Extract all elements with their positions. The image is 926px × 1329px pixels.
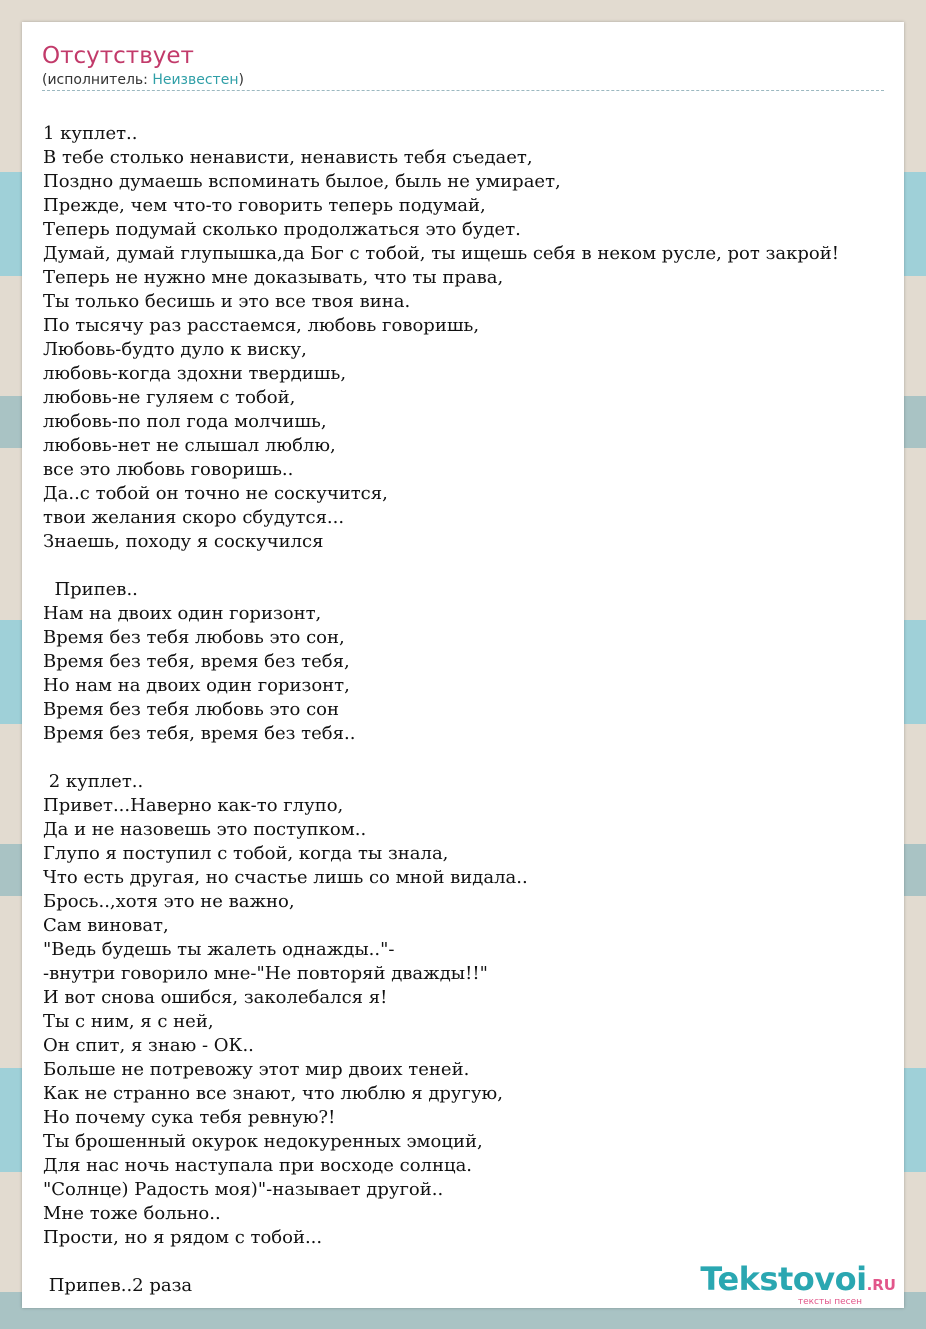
lyric-line: Но почему сука тебя ревную?! [43, 1107, 336, 1128]
lyric-line: Он спит, я знаю - ОК.. [43, 1035, 254, 1056]
lyric-line: "Ведь будешь ты жалеть однажды.."- [43, 939, 395, 960]
lyric-line: 1 куплет.. [43, 123, 138, 144]
lyric-line: Нам на двоих один горизонт, [43, 603, 322, 624]
lyric-line: Ты только бесишь и это все твоя вина. [43, 291, 411, 312]
logo-tagline: тексты песен [797, 1297, 862, 1307]
lyric-line: Мне тоже больно.. [43, 1203, 221, 1224]
lyric-line: Ты брошенный окурок недокуренных эмоций, [43, 1131, 483, 1152]
lyric-line: Как не странно все знают, что люблю я другую, [43, 1083, 503, 1104]
logo-wordmark [686, 1262, 896, 1302]
lyric-line: "Солнце) Радость моя)"-называет другой.. [43, 1179, 444, 1200]
lyric-line: По тысячу раз расстаемся, любовь говоришь, [43, 315, 480, 336]
lyric-line: Но нам на двоих один горизонт, [43, 675, 350, 696]
artist-suffix: ) [238, 72, 244, 88]
lyric-line: любовь-по пол года молчишь, [43, 411, 327, 432]
lyric-line: Сам виноват, [43, 915, 169, 936]
lyric-line: Да..с тобой он точно не соскучится, [43, 483, 388, 504]
lyric-line: любовь-нет не слышал люблю, [43, 435, 336, 456]
lyric-line [43, 554, 903, 578]
artist-line [42, 71, 884, 91]
lyric-line: Припев.. [43, 579, 138, 600]
lyric-line: Теперь не нужно мне доказывать, что ты права, [43, 267, 504, 288]
logo-name: Tekstovoi [700, 1260, 867, 1298]
lyric-line: Думай, думай глупышка,да Бог с тобой, ты ищешь себя в неком русле, рот закрой! [43, 243, 839, 264]
lyric-line: твои желания скоро сбудутся... [43, 507, 345, 528]
logo-tld: .RU [866, 1276, 896, 1294]
lyric-line: Время без тебя любовь это сон [43, 699, 339, 720]
lyric-line: Время без тебя, время без тебя, [43, 651, 350, 672]
lyric-line: Брось..,хотя это не важно, [43, 891, 295, 912]
lyric-line: В тебе столько ненависти, ненависть тебя съедает, [43, 147, 533, 168]
lyric-line: Прежде, чем что-то говорить теперь подумай, [43, 195, 486, 216]
lyric-line: Припев..2 раза [43, 1275, 193, 1296]
lyric-line: Теперь подумай сколько продолжаться это будет. [43, 219, 521, 240]
lyric-line: Больше не потревожу этот мир двоих теней. [43, 1059, 470, 1080]
lyric-line: Глупо я поступил с тобой, когда ты знала, [43, 843, 449, 864]
site-logo[interactable] [686, 1262, 896, 1307]
lyric-line: Поздно думаешь вспоминать былое, быль не умирает, [43, 171, 561, 192]
lyric-line: Для нас ночь наступала при восходе солнца. [43, 1155, 473, 1176]
lyric-line: Время без тебя, время без тебя.. [43, 723, 356, 744]
lyric-line: Знаешь, походу я соскучился [43, 531, 324, 552]
lyrics-sheet [22, 22, 904, 1308]
lyric-line: Любовь-будто дуло к виску, [43, 339, 307, 360]
lyric-line: Да и не назовешь это поступком.. [43, 819, 367, 840]
song-title: Отсутствует [42, 43, 194, 69]
lyric-line: любовь-не гуляем с тобой, [43, 387, 296, 408]
lyric-line: И вот снова ошибся, заколебался я! [43, 987, 388, 1008]
lyric-line: любовь-когда здохни твердишь, [43, 363, 347, 384]
lyric-line: Привет...Наверно как-то глупо, [43, 795, 344, 816]
artist-link[interactable]: Неизвестен [152, 72, 239, 88]
artist-prefix: (исполнитель: [42, 72, 153, 88]
lyric-line: Что есть другая, но счастье лишь со мной видала.. [43, 867, 528, 888]
lyrics-body [43, 122, 903, 1298]
lyric-line: -внутри говорило мне-"Не повторяй дважды!!" [43, 963, 488, 984]
lyric-line: Время без тебя любовь это сон, [43, 627, 345, 648]
lyric-line [43, 746, 903, 770]
lyric-line: 2 куплет.. [43, 771, 144, 792]
lyric-line: все это любовь говоришь.. [43, 459, 294, 480]
lyric-line: Ты с ним, я с ней, [43, 1011, 214, 1032]
lyric-line: Прости, но я рядом с тобой... [43, 1227, 323, 1248]
